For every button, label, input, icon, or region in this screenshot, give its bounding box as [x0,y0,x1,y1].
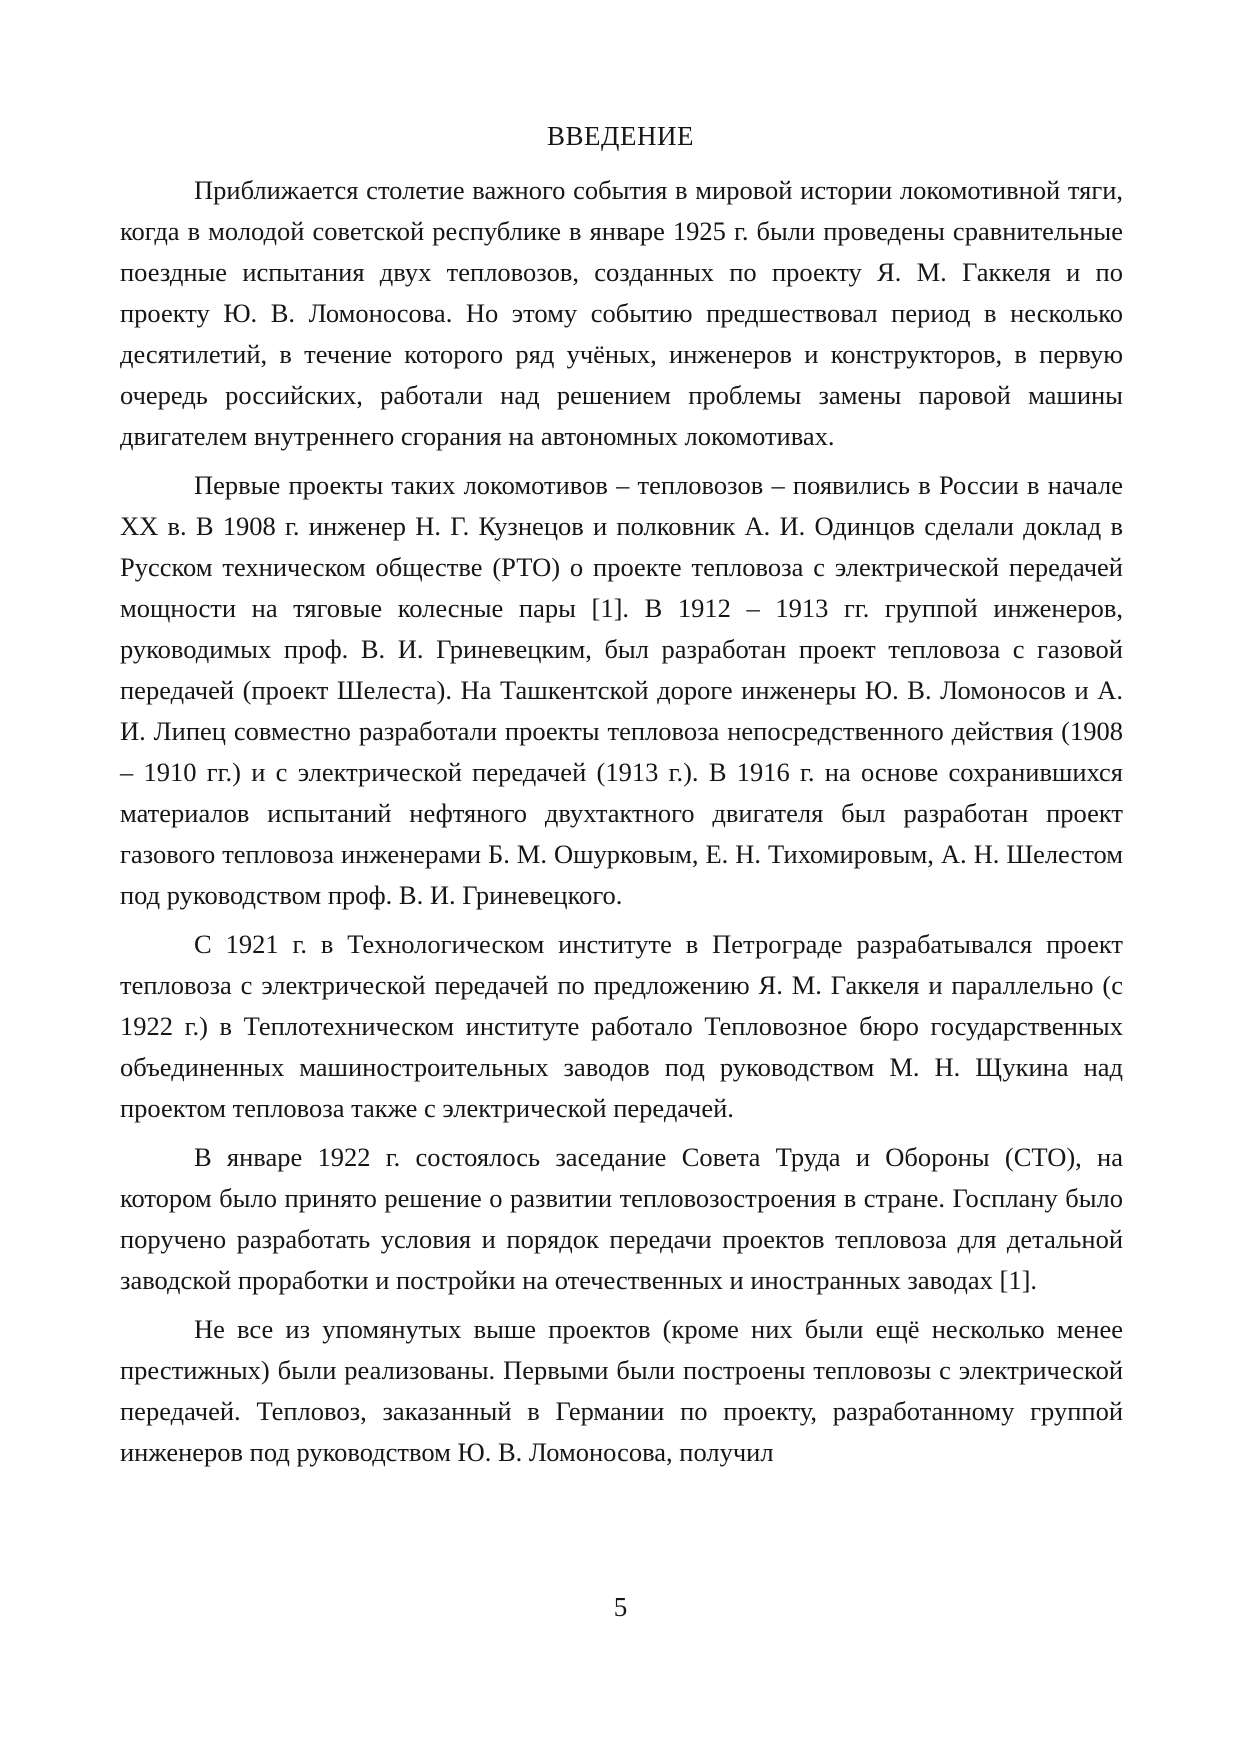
page-number: 5 [613,1592,628,1622]
paragraph-5: Не все из упомянутых выше проектов (кроме них были ещё несколько менее престижных) были реализованы. Первыми были построены тепловозы с электрической передачей. Тепловоз, заказанный в Германии по проекту, разработанному группой инженеров под руководством Ю. В. Ломоносова, получил [120,1314,1123,1467]
body-text [120,170,1123,1481]
paragraph-3: С 1921 г. в Технологическом институте в Петрограде разрабатывался проект тепловоза с электрической передачей по предложению Я. М. Гаккеля и параллельно (с 1922 г.) в Теплотехническом институте работало Тепловозное бюро государственных объединенных машиностроительных заводов под руководством М. Н. Щукина над проектом тепловоза также с электрической передачей. [120,929,1123,1123]
paragraph-2: Первые проекты таких локомотивов – тепловозов – появились в России в начале XX в. В 1908 г. инженер Н. Г. Кузнецов и полковник А. И. Одинцов сделали доклад в Русском техническом обществе (РТО) о проекте тепловоза с электрической передачей мощности на тяговые колесные пары [1]. В 1912 – 1913 гг. группой инженеров, руководимых проф. В. И. Гриневецким, был разработан проект тепловоза с газовой передачей (проект Шелеста). На Ташкентской дороге инженеры Ю. В. Ломоносов и А. И. Липец совместно разработали проекты тепловоза непосредственного действия (1908 – 1910 гг.) и с электрической передачей (1913 г.). В 1916 г. на основе сохранившихся материалов испытаний нефтяного двухтактного двигателя был разработан проект газового тепловоза инженерами Б. М. Ошурковым, Е. Н. Тихомировым, А. Н. Шелестом под руководством проф. В. И. Гриневецкого. [120,470,1123,910]
paragraph-1: Приближается столетие важного события в мировой истории локомотивной тяги, когда в молодой советской республике в январе 1925 г. были проведены сравнительные поездные испытания двух тепловозов, созданных по проекту Я. М. Гаккеля и по проекту Ю. В. Ломоносова. Но этому событию предшествовал период в несколько десятилетий, в течение которого ряд учёных, инженеров и конструкторов, в первую очередь российских, работали над решением проблемы замены паровой машины двигателем внутреннего сгорания на автономных локомотивах. [120,175,1123,451]
section-title: ВВЕДЕНИЕ [547,121,694,151]
paragraph-4: В январе 1922 г. состоялось заседание Совета Труда и Обороны (СТО), на котором было принято решение о развитии тепловозостроения в стране. Госплану было поручено разработать условия и порядок передачи проектов тепловоза для детальной заводской проработки и постройки на отечественных и иностранных заводах [1]. [120,1142,1123,1295]
